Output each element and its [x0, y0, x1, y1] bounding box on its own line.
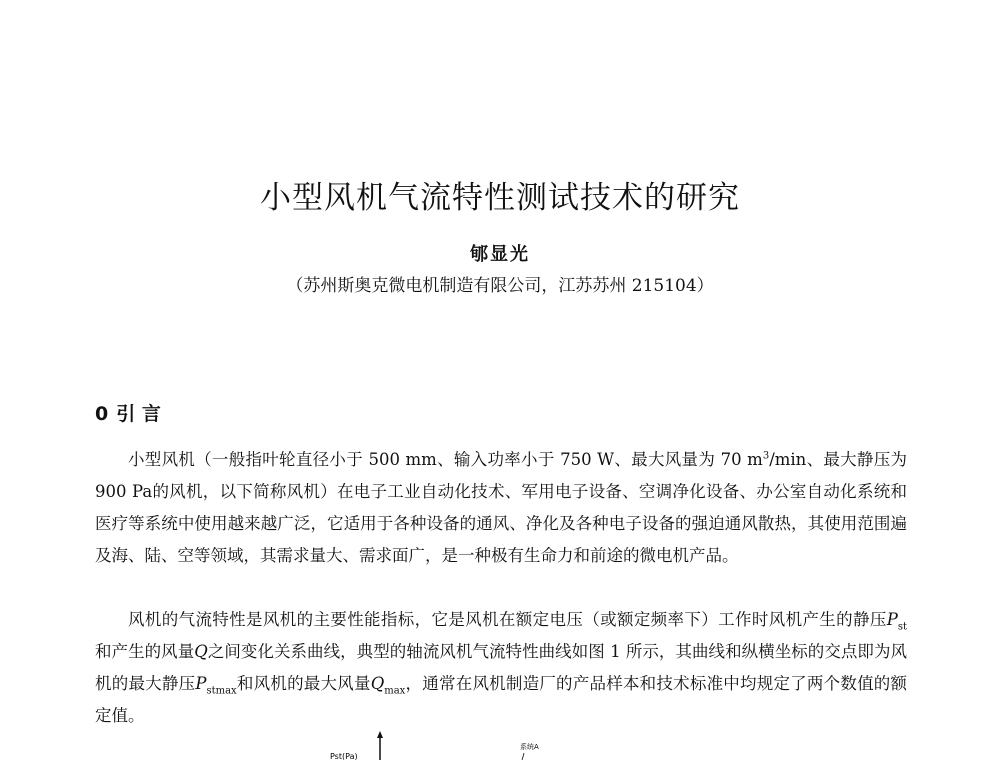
p2-text-a: 风机的气流特性是风机的主要性能指标，它是风机在额定电压（或额定频率下）工作时风机产生的静压: [128, 610, 887, 629]
figure-1-partial: [300, 730, 580, 760]
var-p: P: [886, 610, 898, 629]
p2-text-b: 和产生的风量: [95, 642, 195, 661]
author-name: 郇显光: [470, 244, 530, 265]
var-qmax: Q: [370, 674, 385, 693]
section-title: 引 言: [116, 403, 161, 425]
p2-text-d: 和风机的最大风量: [236, 674, 371, 693]
var-q: Q: [194, 642, 208, 661]
p1-superscript: 3: [762, 450, 770, 462]
figure-series-label: 系统A: [520, 743, 539, 751]
var-pstmax: P: [195, 674, 207, 693]
sub-stmax: stmax: [206, 685, 237, 697]
figure-y-axis-arrow: [377, 731, 383, 738]
sub-st: st: [897, 621, 907, 633]
intro-paragraph-2: [95, 604, 907, 732]
paper-title: 小型风机气流特性测试技术的研究: [260, 180, 740, 216]
figure-y-axis-label: Pst(Pa): [330, 752, 358, 760]
sub-max: max: [384, 685, 406, 697]
p2-text-c: 之间变化关系曲线，典型的轴流风机气流特性曲线如图 1 所示，其曲线和纵横坐标的交点即为风机的最大静压: [95, 642, 907, 693]
p2-text-e: ，通常在风机制造厂的产品样本和技术标准中均规定了两个数值的额定值。: [95, 674, 908, 725]
p1-text-a: 小型风机（一般指叶轮直径小于 500 mm、输入功率小于 750 W、最大风量为 70 m: [128, 450, 763, 469]
author-affiliation: （苏州斯奥克微电机制造有限公司，江苏苏州 215104）: [286, 276, 714, 296]
figure-series-curve: [522, 753, 524, 760]
section-number: 0: [95, 403, 109, 425]
section-heading: [95, 399, 161, 426]
intro-paragraph-1: [95, 444, 907, 572]
p1-text-b: /min、最大静压为 900 Pa的风机，以下简称风机）在电子工业自动化技术、军用电子设备、空调净化设备、办公室自动化系统和医疗等系统中使用越来越广泛，它适用于各种设备的通风、净化及各种电子设备的强迫通风散热，其使用范围遍及海、陆、空等领域，其需求量大、需求面广，是一种极有生命力和前途的微电机产品。: [95, 450, 908, 565]
